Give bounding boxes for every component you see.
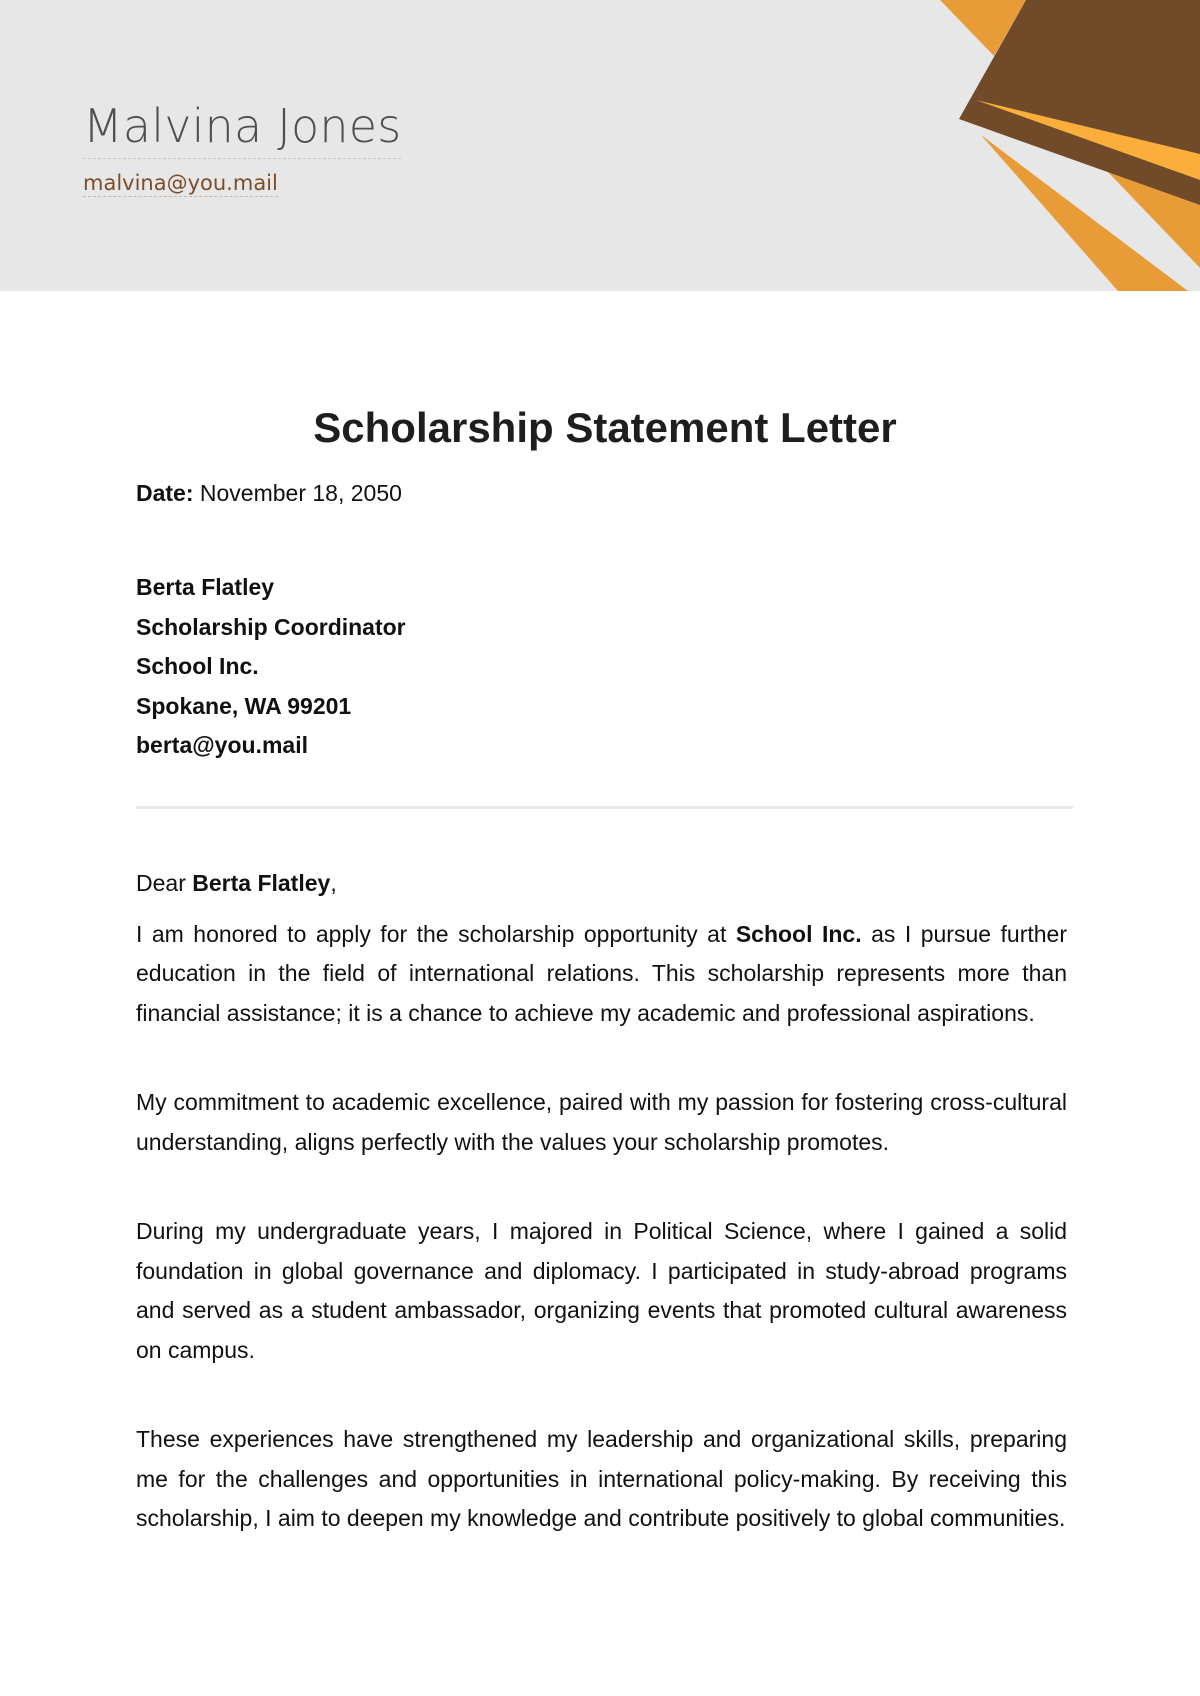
date-line (136, 478, 402, 508)
salutation-suffix: , (330, 870, 337, 896)
date-label: Date: (136, 480, 194, 506)
paragraph-1-organization: School Inc. (735, 920, 862, 947)
recipient-address: Spokane, WA 99201 (136, 692, 352, 719)
recipient-name: Berta Flatley (136, 574, 275, 600)
recipient-organization: School Inc. (136, 653, 259, 679)
section-divider (136, 806, 1073, 809)
paragraph-1-text-b: as I pursue further education in the field of international relations. This scholarship represents more than financial assistance; it is a chance to achieve my academic and professional aspirations. (136, 920, 1067, 1026)
paragraph-2: My commitment to academic excellence, paired with my passion for fostering cross-cultural understanding, aligns perfectly with the values your scholarship promotes. (136, 1089, 1067, 1155)
salutation-name: Berta Flatley (192, 870, 331, 896)
letter-body (136, 864, 1067, 1589)
paragraph-1 (136, 915, 1067, 1034)
recipient-email: berta@you.mail (136, 732, 308, 758)
letterhead (0, 0, 1200, 291)
paragraph-1-text-a: I am honored to apply for the scholarship opportunity at (136, 920, 736, 947)
sender-email-link[interactable]: malvina@you.mail (83, 171, 278, 195)
salutation (136, 864, 1067, 904)
recipient-block (136, 568, 406, 766)
paragraph-3: During my undergraduate years, I majored in Political Science, where I gained a solid foundation in global governance and diplomacy. I participated in study-abroad programs and served as a student ambassador, organizing events that promoted cultural awareness on campus. (136, 1218, 1067, 1363)
sender-name: Malvina Jones (83, 96, 401, 159)
date-value: November 18, 2050 (193, 480, 402, 506)
recipient-position: Scholarship Coordinator (136, 613, 406, 640)
letter-title: Scholarship Statement Letter (313, 404, 897, 451)
salutation-prefix: Dear (136, 870, 193, 896)
paragraph-4: These experiences have strengthened my leadership and organizational skills, preparing me for the challenges and opportunities in international policy-making. By receiving this scholarship, I aim to deepen my knowledge and contribute positively to global communities. (136, 1426, 1067, 1531)
